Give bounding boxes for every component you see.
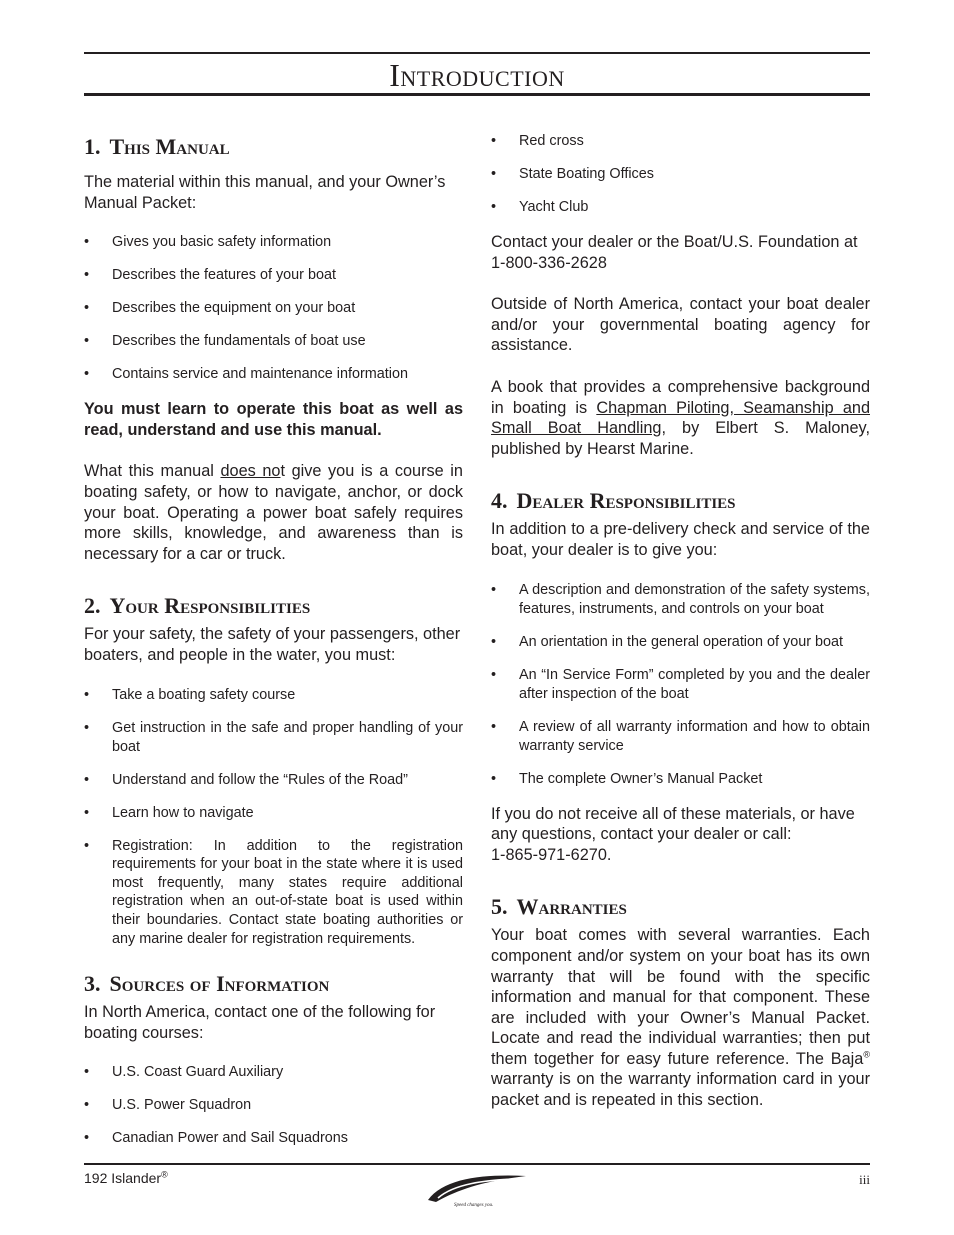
header-rule-top xyxy=(84,52,870,54)
section-3-list-continued xyxy=(491,132,870,217)
list-item: • State Boating Offices xyxy=(491,165,870,184)
list-item: • A description and demonstration of the safety systems, features, instruments, and controls on your boat xyxy=(491,581,870,619)
section-3-heading xyxy=(84,970,463,998)
section-3-number: 3. xyxy=(84,971,101,997)
section-5-number: 5. xyxy=(491,894,508,920)
list-item: • The complete Owner’s Manual Packet xyxy=(491,770,870,789)
list-item: • Registration: In addition to the registration requirements for your boat in the state where it is used most frequently, many states require additional registration when an out-of-state boat is used within their boundaries. Contact state boating authorities or any marine dealer for registration requirements. xyxy=(84,837,463,949)
list-item: • Describes the fundamentals of boat use xyxy=(84,332,463,351)
section-2-intro: For your safety, the safety of your passengers, other boaters, and people in the water, you must: xyxy=(84,625,461,664)
list-item: • Learn how to navigate xyxy=(84,804,463,823)
section-5-paragraph: Your boat comes with several warranties. Each component and/or system on your boat has its own warranty that will be found with the specific information and manual for that component. These are included with your Owner’s Manual Packet. Locate and read the individual warranties; then put them together for easy future reference. The Baja® warranty is on the warranty information card in your packet and is repeated in this section. xyxy=(491,926,870,1110)
section-1-list xyxy=(84,233,463,384)
section-4-phone: 1-865-971-6270. xyxy=(491,845,612,864)
section-4-heading xyxy=(491,487,870,515)
list-item: • U.S. Coast Guard Auxiliary xyxy=(84,1063,463,1082)
section-2-number: 2. xyxy=(84,593,101,619)
section-5-title: Warranties xyxy=(516,894,627,920)
section-3-book: A book that provides a comprehensive background in boating is Chapman Piloting, Seamanship and Small Boat Handling, by Elbert S. Maloney, published by Hearst Marine. xyxy=(491,377,870,458)
baja-logo xyxy=(424,1170,530,1208)
list-item: • Understand and follow the “Rules of the Road” xyxy=(84,771,463,790)
book-title: Chapman Piloting, Seamanship and Small Boat Handling xyxy=(491,398,870,438)
list-item: • Canadian Power and Sail Squadrons xyxy=(84,1129,463,1148)
left-column xyxy=(84,130,463,1148)
list-item: • An “In Service Form” completed by you and the dealer after inspection of the boat xyxy=(491,666,870,704)
section-3-title: Sources of Information xyxy=(109,971,330,997)
footer-rule xyxy=(84,1163,870,1165)
list-item: • Take a boating safety course xyxy=(84,686,463,705)
header-rule-bottom xyxy=(84,93,870,96)
section-1-number: 1. xyxy=(84,134,101,159)
list-item: • Yacht Club xyxy=(491,198,870,217)
page-number: iii xyxy=(859,1172,870,1187)
section-4-number: 4. xyxy=(491,488,508,514)
list-item: • Get instruction in the safe and proper handling of your boat xyxy=(84,719,463,757)
section-2-heading xyxy=(84,592,463,620)
section-3-outside: Outside of North America, contact your boat dealer and/or your governmental boating agency for assistance. xyxy=(491,295,870,355)
list-item: • An orientation in the general operation of your boat xyxy=(491,633,870,652)
page-title: Introduction xyxy=(389,57,565,93)
section-5-heading xyxy=(491,893,870,921)
section-4-list xyxy=(491,581,870,789)
list-item: • Describes the equipment on your boat xyxy=(84,299,463,318)
logo-tagline: Speed changes you. xyxy=(454,1203,494,1208)
list-item: • A review of all warranty information and how to obtain warranty service xyxy=(491,718,870,756)
section-2-title: Your Responsibilities xyxy=(109,593,311,619)
section-2-list xyxy=(84,686,463,949)
section-1-bold-note: You must learn to operate this boat as well as read, understand and use this manual. xyxy=(84,400,463,439)
list-item: • U.S. Power Squadron xyxy=(84,1096,463,1115)
section-4-after: If you do not receive all of these materials, or have any questions, contact your dealer or call: xyxy=(491,804,855,844)
section-1-paragraph: What this manual does not give you is a course in boating safety, or how to navigate, anchor, or dock your boat. Operating a power boat safely requires more skills, knowledge, and awareness than is necessary for a car or truck. xyxy=(84,462,463,563)
list-item: • Describes the features of your boat xyxy=(84,266,463,285)
list-item: • Contains service and maintenance information xyxy=(84,365,463,384)
section-1-title: This Manual xyxy=(109,134,230,159)
section-3-intro: In North America, contact one of the following for boating courses: xyxy=(84,1003,436,1042)
footer-model: 192 Islander® xyxy=(84,1169,168,1186)
section-3-list xyxy=(84,1063,463,1148)
right-column xyxy=(491,130,870,1111)
section-4-intro: In addition to a pre-delivery check and service of the boat, your dealer is to give you: xyxy=(491,520,870,559)
section-3-contact: Contact your dealer or the Boat/U.S. Foundation at 1-800-336-2628 xyxy=(491,233,858,272)
section-4-title: Dealer Responsibilities xyxy=(516,488,736,514)
section-1-heading xyxy=(84,133,463,161)
list-item: • Gives you basic safety information xyxy=(84,233,463,252)
list-item: • Red cross xyxy=(491,132,870,151)
section-1-intro: The material within this manual, and your Owner’s Manual Packet: xyxy=(84,173,446,212)
